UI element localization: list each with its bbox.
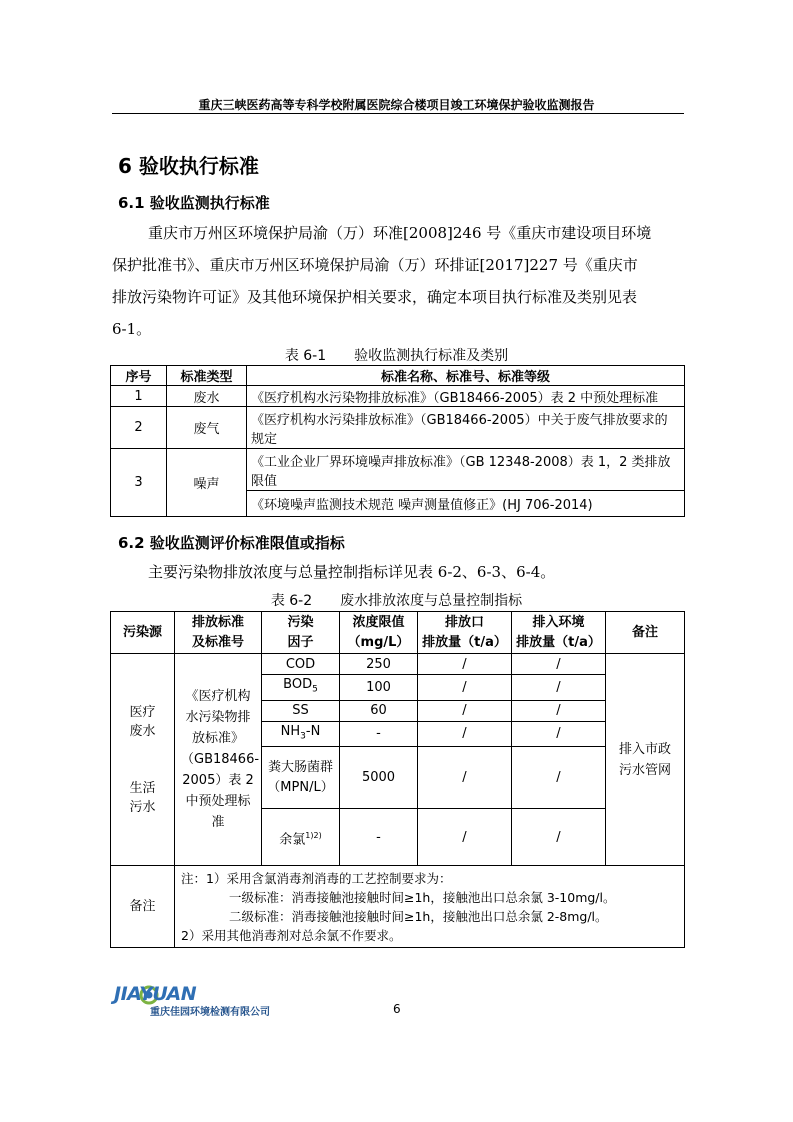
environment-amount: /: [512, 700, 606, 721]
table-header-row: [111, 612, 685, 654]
paragraph-line: 6-1。: [112, 320, 152, 338]
environment-amount: /: [512, 721, 606, 747]
column-header: 备注: [606, 612, 685, 654]
column-header: 排入环境 排放量（t/a）: [512, 612, 606, 654]
table-row: [111, 407, 685, 449]
column-header: 排放口 排放量（t/a）: [418, 612, 512, 654]
note-label: 备注: [111, 866, 175, 948]
logo-wordmark: JIAYUAN: [114, 983, 197, 1005]
note-line: 2）采用其他消毒剂对总余氯不作要求。: [181, 927, 402, 943]
note-line: 二级标准：消毒接触池接触时间≥1h，接触池出口总余氯 2-8mg/l。: [229, 908, 608, 924]
column-header: 污染 因子: [262, 612, 340, 654]
note-line: 一级标准：消毒接触池接触时间≥1h，接触池出口总余氯 3-10mg/l。: [229, 889, 616, 905]
outlet-amount: /: [418, 721, 512, 747]
company-name: 重庆佳园环境检测有限公司: [150, 1007, 270, 1018]
remark-cell: 排入市政污水管网: [606, 654, 685, 866]
table-6-2-caption: 表 6-2 废水排放浓度与总量控制指标: [270, 593, 523, 609]
paragraph-6-1: [112, 217, 684, 345]
note-content: [175, 866, 685, 948]
table-6-2: [110, 611, 685, 948]
paragraph-line: 重庆市万州区环境保护局渝（万）环准[2008]246 号《重庆市建设项目环境: [148, 224, 652, 242]
environment-amount: /: [512, 747, 606, 809]
header-rule: [112, 113, 684, 114]
section-title: 6 验收执行标准: [118, 154, 259, 178]
row-number: 1: [111, 386, 167, 407]
column-header: 污染源: [111, 612, 175, 654]
standard-type: 噪声: [167, 449, 247, 517]
table-row: [111, 386, 685, 407]
page-number: 6: [393, 1002, 401, 1016]
concentration-limit: 5000: [340, 747, 418, 809]
standard-name: 《医疗机构水污染物排放标准》（GB18466-2005）表 2 中预处理标准: [247, 386, 685, 407]
paragraph-6-2: 主要污染物排放浓度与总量控制指标详见表 6-2、6-3、6-4。: [148, 563, 556, 581]
table-row: [111, 654, 685, 675]
concentration-limit: 60: [340, 700, 418, 721]
outlet-amount: /: [418, 747, 512, 809]
row-number: 2: [111, 407, 167, 449]
running-header: 重庆三峡医药高等专科学校附属医院综合楼项目竣工环境保护验收监测报告: [198, 98, 595, 112]
pollutant-factor: $NH_3-N$: [262, 721, 340, 747]
concentration-limit: 250: [340, 654, 418, 675]
standard-name: 《环境噪声监测技术规范 噪声测量值修正》(HJ 706-2014): [247, 491, 685, 517]
standard-type: 废气: [167, 407, 247, 449]
pollutant-factor: $BOD_5$: [262, 675, 340, 701]
environment-amount: /: [512, 675, 606, 701]
column-header: 标准名称、标准号、标准等级: [247, 366, 685, 386]
concentration-limit: -: [340, 721, 418, 747]
pollutant-factor: SS: [262, 700, 340, 721]
concentration-limit: 100: [340, 675, 418, 701]
environment-amount: /: [512, 654, 606, 675]
column-header: 序号: [111, 366, 167, 386]
standard-name: 《工业企业厂界环境噪声排放标准》（GB 12348-2008）表 1，2 类排放限值: [247, 449, 685, 491]
paragraph-line: 保护批准书》、重庆市万州区环境保护局渝（万）环排证[2017]227 号《重庆市: [112, 256, 638, 274]
pollutant-factor: 余氯$^{1)2)}$: [262, 809, 340, 866]
paragraph-line: 排放污染物许可证》及其他环境保护相关要求，确定本项目执行标准及类别见表: [112, 288, 638, 306]
pollutant-factor: COD: [262, 654, 340, 675]
table-6-1: [110, 365, 685, 517]
pollution-source: 医疗 废水 生活 污水: [111, 654, 175, 866]
table-row: [111, 449, 685, 491]
concentration-limit: -: [340, 809, 418, 866]
outlet-amount: /: [418, 809, 512, 866]
table-6-1-caption: 表 6-1 验收监测执行标准及类别: [284, 348, 509, 364]
standard-name: 《医疗机构水污染排放标准》（GB18466-2005）中关于废气排放要求的规定: [247, 407, 685, 449]
outlet-amount: /: [418, 654, 512, 675]
subsection-6-1-title: 6.1 验收监测执行标准: [118, 194, 270, 212]
outlet-amount: /: [418, 675, 512, 701]
note-line: 注：1）采用含氯消毒剂消毒的工艺控制要求为：: [181, 870, 452, 886]
environment-amount: /: [512, 809, 606, 866]
row-number: 3: [111, 449, 167, 517]
outlet-amount: /: [418, 700, 512, 721]
standard-type: 废水: [167, 386, 247, 407]
column-header: 浓度限值 （mg/L）: [340, 612, 418, 654]
pollutant-factor: 粪大肠菌群（MPN/L）: [262, 747, 340, 809]
note-row: [111, 866, 685, 948]
emission-standard: 《医疗机构水污染物排放标准》（GB18466-2005）表 2 中预处理标准: [175, 654, 262, 866]
column-header: 标准类型: [167, 366, 247, 386]
column-header: 排放标准 及标准号: [175, 612, 262, 654]
subsection-6-2-title: 6.2 验收监测评价标准限值或指标: [118, 534, 345, 552]
table-header-row: [111, 366, 685, 386]
